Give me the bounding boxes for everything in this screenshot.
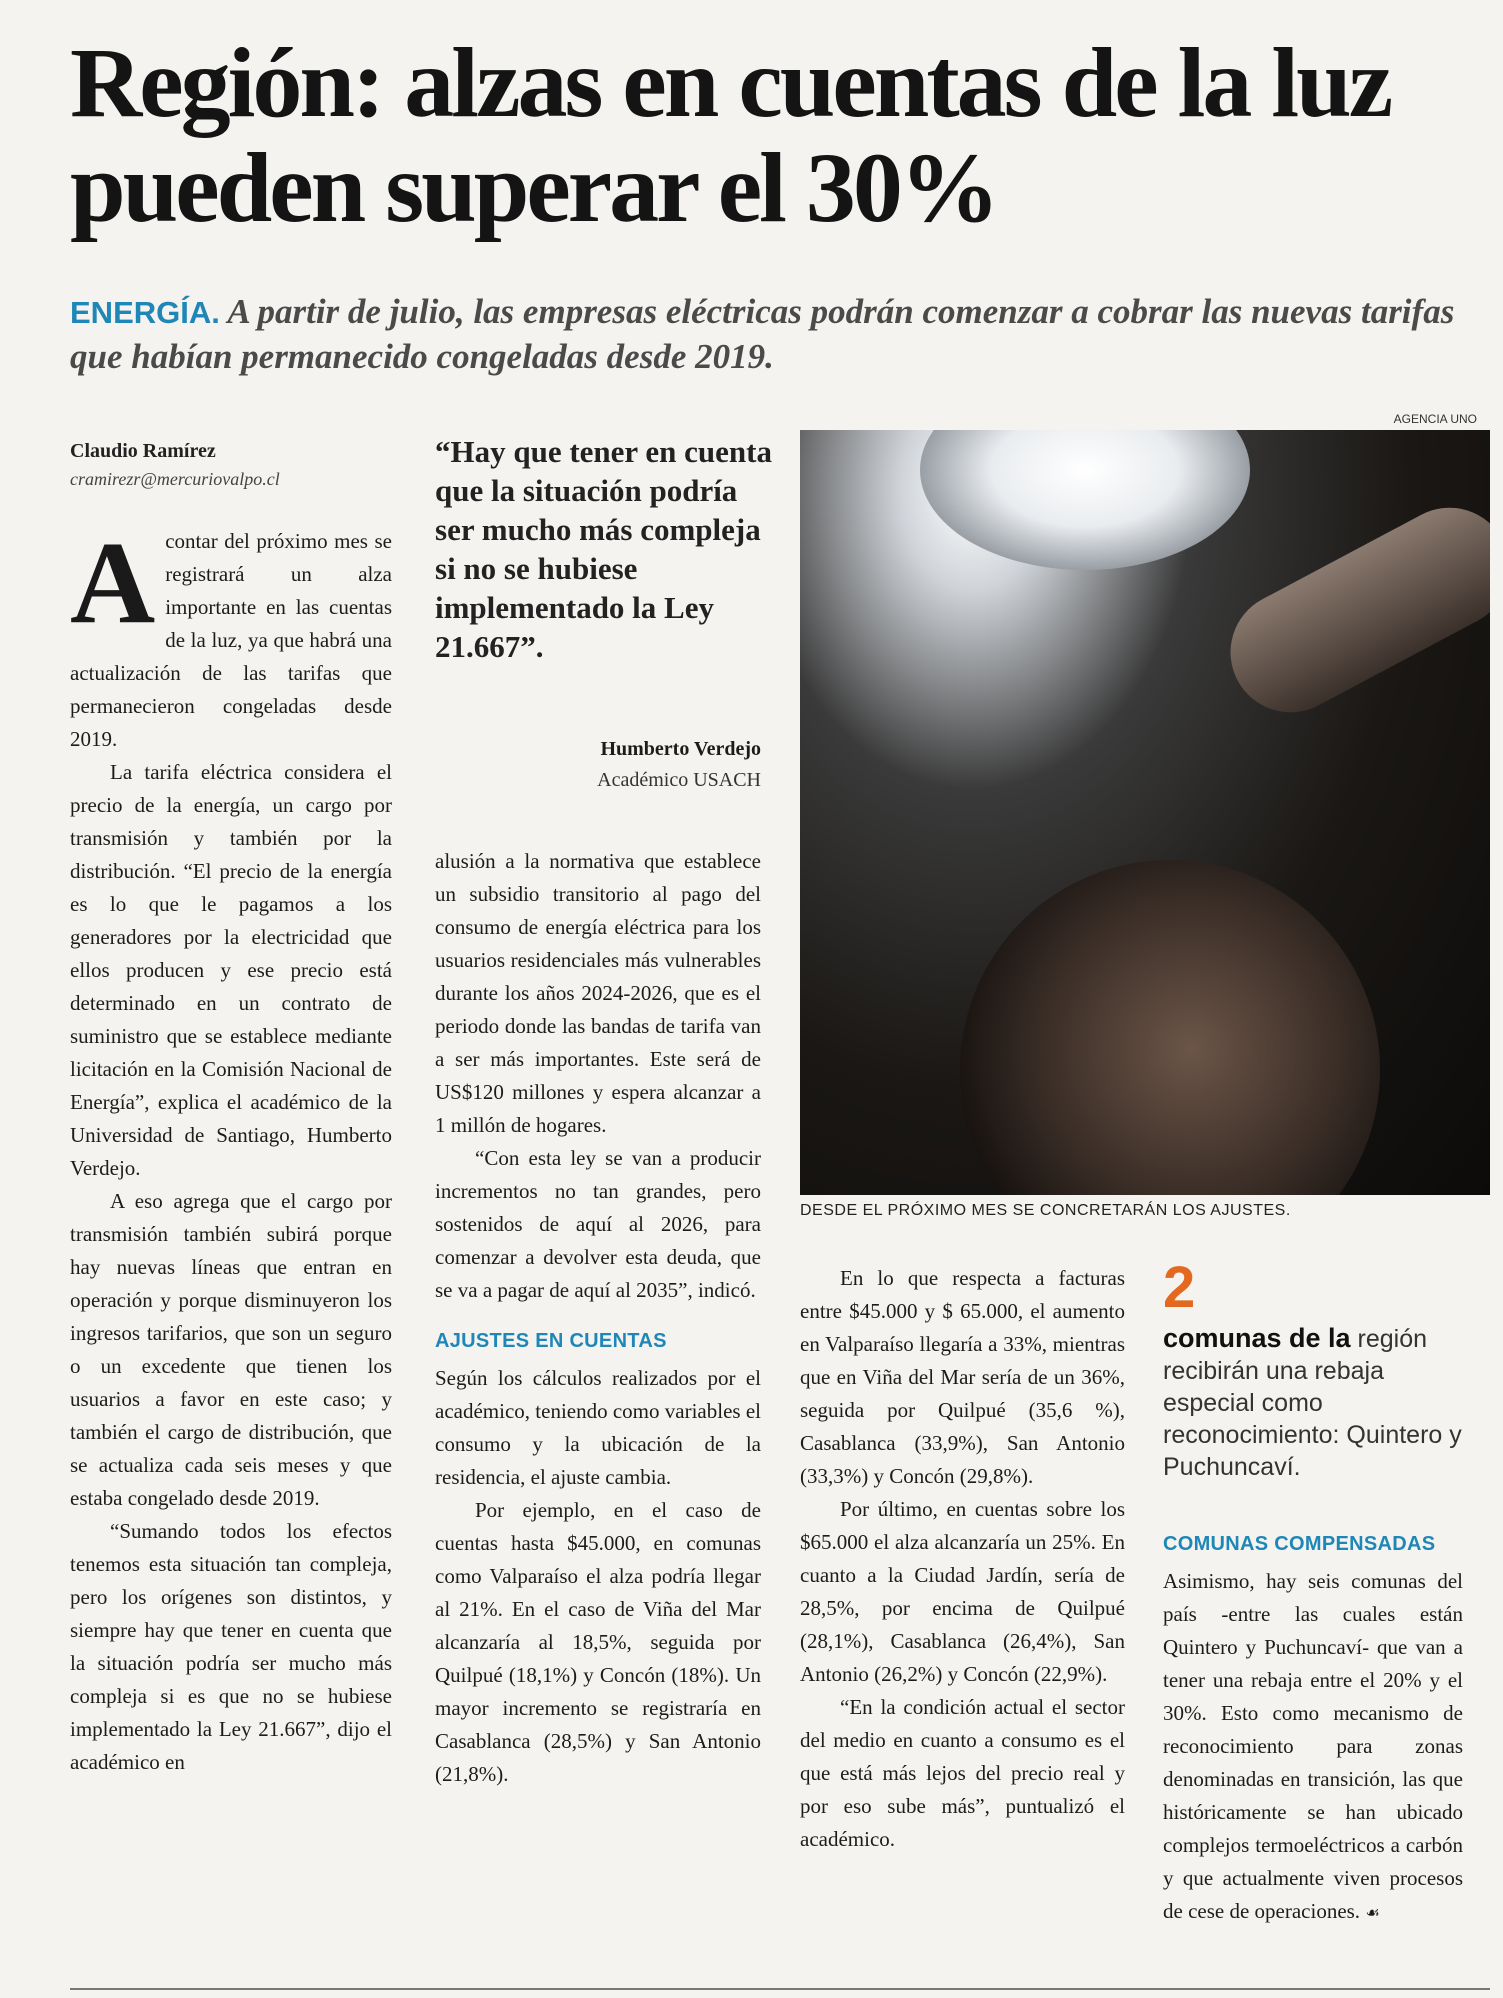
photo-arm <box>1209 487 1490 734</box>
headline: Región: alzas en cuentas de la luz pueden superar el 30% <box>70 27 1391 243</box>
quote-author: Humberto Verdejo <box>600 738 761 760</box>
section-subhead: COMUNAS COMPENSADAS <box>1163 1533 1436 1555</box>
lead-text: A partir de julio, las empresas eléctricas podrán comenzar a cobrar las nuevas tarifas que habían permanecido congeladas desde 2019. <box>70 292 1455 376</box>
fact-box <box>1163 1255 1463 1483</box>
byline <box>70 440 400 490</box>
photo-caption: DESDE EL PRÓXIMO MES SE CONCRETARÁN LOS AJUSTES. <box>800 1202 1291 1219</box>
lead-paragraph <box>70 290 1470 379</box>
pull-quote: “Hay que tener en cuenta que la situación podría ser mucho más compleja si no se hubiese implementado la Ley 21.667”. <box>435 434 772 664</box>
paragraph: A contar del próximo mes se registrará un alza importante en las cuentas de la luz, ya que habrá una actualización de las tarifas que permanecieron congeladas desde 2019. <box>70 517 392 751</box>
end-mark-icon: ☙ <box>1365 1903 1380 1922</box>
article-column-3 <box>800 1262 1125 1856</box>
article-column-4 <box>1163 1528 1463 1929</box>
lead-kicker: ENERGÍA. <box>70 295 220 330</box>
paragraph: A eso agrega que el cargo por transmisión también subirá porque hay nuevas líneas que entran en operación y porque disminuyeron los ingresos tarifarios, que son un seguro o un excedente que tienen los usuarios a favor en este caso; y también el cargo de distribución, que se actualiza cada seis meses y que estaba congelado desde 2019. <box>70 1189 392 1510</box>
bottom-rule <box>70 1988 1490 1990</box>
article-photo <box>800 430 1490 1195</box>
paragraph: Por ejemplo, en el caso de cuentas hasta $45.000, en comunas como Valparaíso el alza podría llegar al 21%. En el caso de Viña del Mar alcanzaría al 18,5%, seguida por Quilpué (18,1%) y Concón (18%). Un mayor incremento se registraría en Casablanca (28,5%) y San Antonio (21,8%). <box>435 1498 761 1786</box>
quote-author-role: Académico USACH <box>597 769 761 791</box>
article-column-2 <box>435 845 761 1791</box>
fact-bold: comunas de la <box>1163 1323 1351 1353</box>
ceiling-light <box>920 430 1250 570</box>
paragraph: alusión a la normativa que establece un subsidio transitorio al pago del consumo de energía eléctrica para los usuarios residenciales más vulnerables durante los años 2024-2026, que es el periodo donde las bandas de tarifa van a ser más importantes. Este será de US$120 millones y espera alcanzar a 1 millón de hogares. <box>435 849 761 1137</box>
author-name: Claudio Ramírez <box>70 440 216 462</box>
author-email[interactable]: cramirezr@mercuriovalpo.cl <box>70 469 280 489</box>
photo-person <box>960 860 1380 1195</box>
paragraph: La tarifa eléctrica considera el precio de la energía, un cargo por transmisión y también por la distribución. “El precio de la energía es lo que le pagamos a los generadores por la electricidad que ellos producen y ese precio está determinado en un contrato de suministro que se establece mediante licitación en la Comisión Nacional de Energía”, explica el académico de la Universidad de Santiago, Humberto Verdejo. <box>70 760 392 1180</box>
paragraph: En lo que respecta a facturas entre $45.000 y $ 65.000, el aumento en Valparaíso llegaría a 33%, mientras que en Viña del Mar sería de un 36%, seguida por Quilpué (35,6 %), Casablanca (33,9%), San Antonio (33,3%) y Concón (29,8%). <box>800 1266 1125 1488</box>
paragraph: Por último, en cuentas sobre los $65.000 el alza alcanzaría un 25%. En cuanto a la Ciudad Jardín, sería de 28,5%, por encima de Quilpué (28,1%), Casablanca (26,4%), San Antonio (26,2%) y Concón (22,9%). <box>800 1497 1125 1686</box>
fact-text: comunas de la región recibirán una rebaja especial como reconocimiento: Quintero y Puchuncaví. <box>1163 1323 1462 1481</box>
paragraph: “En la condición actual el sector del medio en cuanto a consumo es el que está más lejos del precio real y por eso sube más”, puntualizó el académico. <box>800 1695 1125 1851</box>
paragraph: “Sumando todos los efectos tenemos esta situación tan compleja, pero los orígenes son distintos, y siempre hay que tener en cuenta que la situación podría ser mucho más compleja si es que no se hubiese implementado la Ley 21.667”, dijo el académico en <box>70 1519 392 1774</box>
section-subhead: AJUSTES EN CUENTAS <box>435 1330 667 1352</box>
paragraph: “Con esta ley se van a producir incrementos no tan grandes, pero sostenidos de aquí al 2026, para comenzar a devolver esta deuda, que se va a pagar de aquí al 2035”, indicó. <box>435 1146 761 1302</box>
drop-cap: A <box>70 517 156 648</box>
photo-credit: AGENCIA UNO <box>1393 412 1477 426</box>
paragraph: Asimismo, hay seis comunas del país -entre las cuales están Quintero y Puchuncaví- que van a tener una rebaja entre el 20% y el 30%. Esto como mecanismo de reconocimiento para zonas denominadas en transición, las que históricamente se han ubicado complejos termoeléctricos a carbón y que actualmente viven procesos de cese de operaciones. ☙ <box>1163 1569 1463 1923</box>
fact-number: 2 <box>1163 1255 1196 1320</box>
article-column-1 <box>70 517 392 1779</box>
paragraph: Según los cálculos realizados por el académico, teniendo como variables el consumo y la ubicación de la residencia, el ajuste cambia. <box>435 1366 761 1489</box>
pull-quote-attribution <box>435 738 761 792</box>
